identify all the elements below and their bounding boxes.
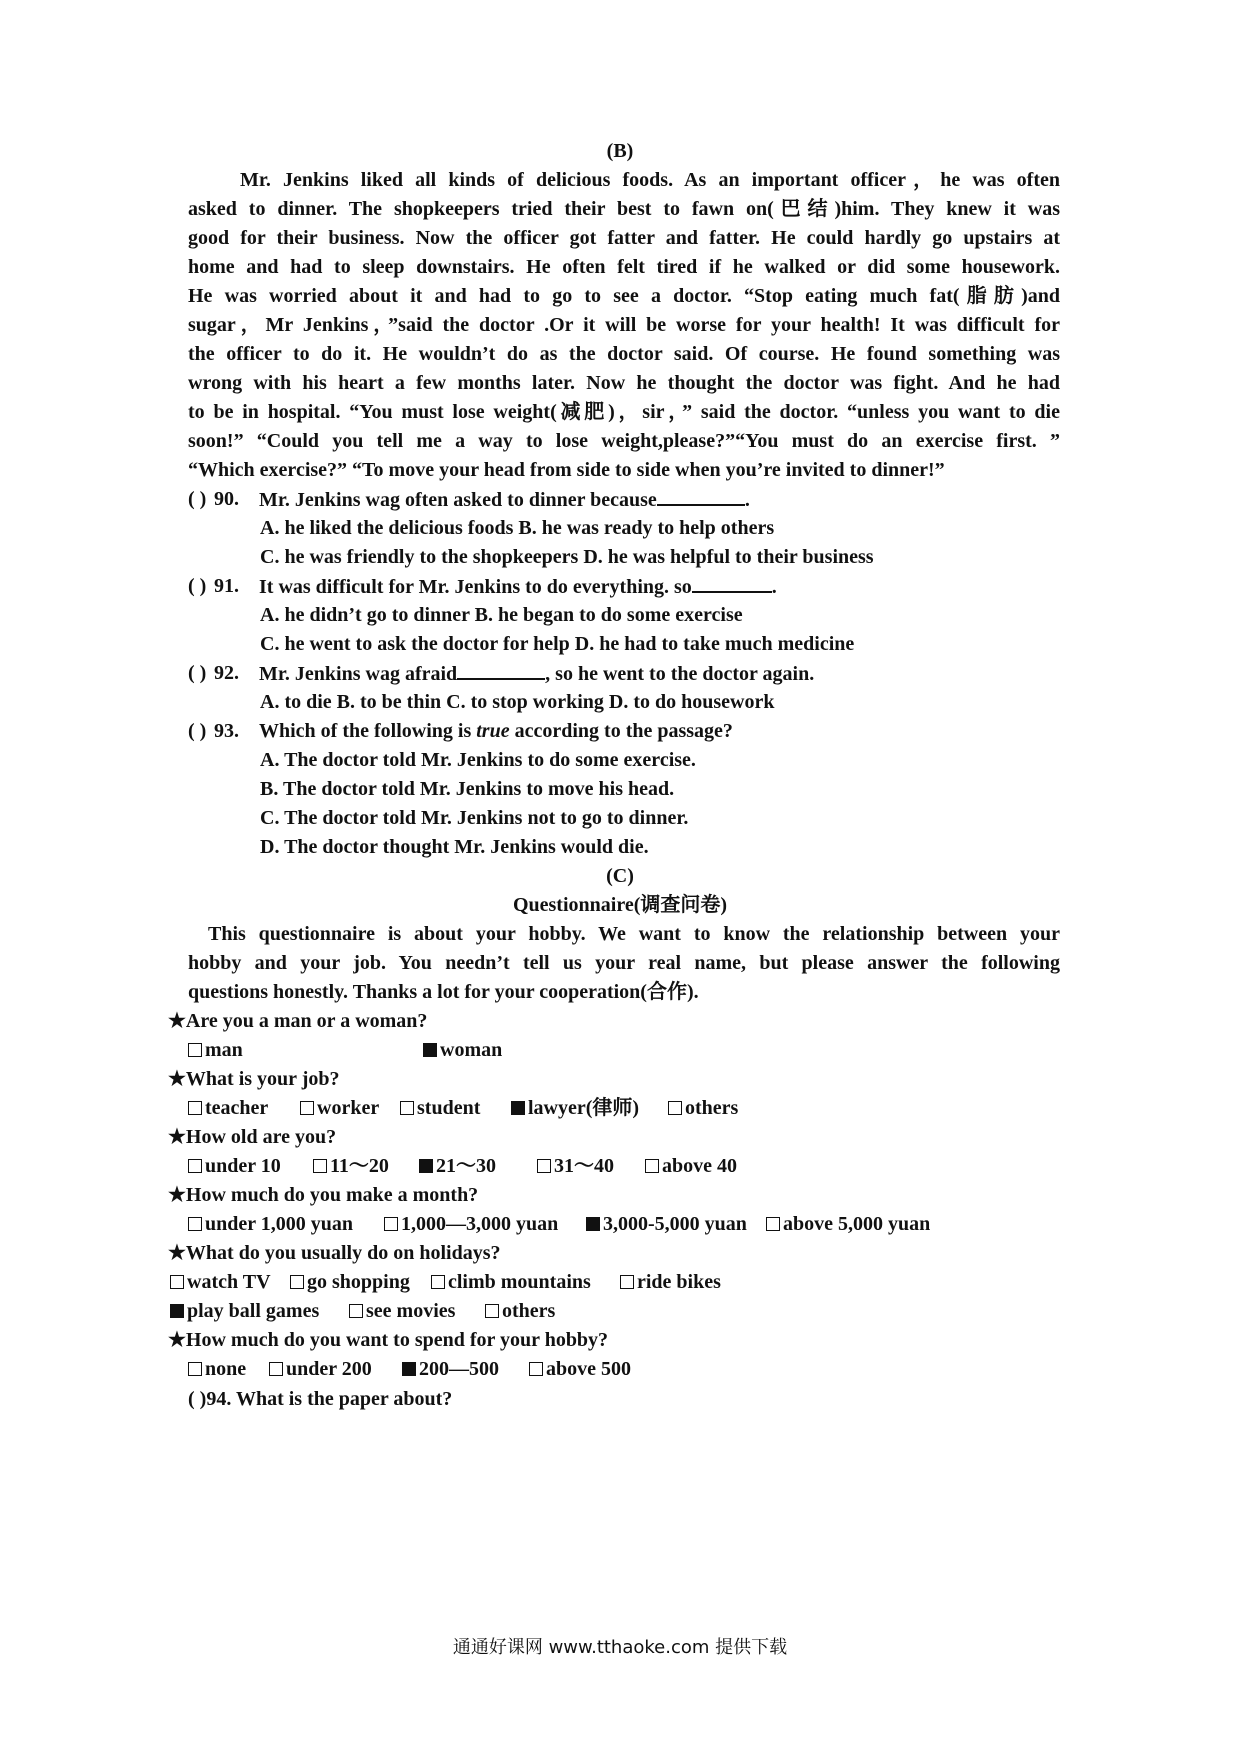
answer-paren[interactable]: ( ) [188, 575, 207, 597]
intro-line: hobby and your job. You needn’t tell us your real name, but please answer the following [188, 952, 1060, 974]
survey-question: ★How old are you? [168, 1126, 337, 1148]
option-label: 21～30 [436, 1155, 496, 1177]
checkbox-option[interactable] [384, 1211, 558, 1237]
answer-blank[interactable] [457, 660, 545, 680]
empty-box-icon[interactable] [384, 1217, 398, 1231]
checkbox-option[interactable] [537, 1153, 614, 1179]
option-label: above 40 [662, 1155, 737, 1177]
checkbox-option[interactable] [620, 1269, 721, 1295]
option-label: lawyer(律师) [528, 1097, 640, 1119]
empty-box-icon[interactable] [188, 1043, 202, 1057]
checkbox-option[interactable] [766, 1211, 930, 1237]
checkbox-option[interactable] [300, 1095, 379, 1121]
empty-box-icon[interactable] [485, 1304, 499, 1318]
empty-box-icon[interactable] [529, 1362, 543, 1376]
empty-box-icon[interactable] [188, 1101, 202, 1115]
checkbox-option[interactable] [668, 1095, 738, 1121]
question-number: 91. [214, 575, 239, 597]
answer-paren[interactable]: ( ) [188, 662, 207, 684]
option-line: B. The doctor told Mr. Jenkins to move his head. [260, 778, 675, 800]
checked-box-icon[interactable] [170, 1304, 184, 1318]
section-c-label: (C) [606, 865, 634, 887]
empty-box-icon[interactable] [349, 1304, 363, 1318]
footer-text: 通通好课网 www.tthaoke.com 提供下载 [452, 1637, 788, 1658]
survey-question: ★What is your job? [168, 1068, 340, 1090]
empty-box-icon[interactable] [188, 1362, 202, 1376]
empty-box-icon[interactable] [400, 1101, 414, 1115]
checkbox-option[interactable] [188, 1037, 243, 1063]
option-label: play ball games [187, 1300, 320, 1322]
option-label: climb mountains [448, 1271, 591, 1293]
empty-box-icon[interactable] [537, 1159, 551, 1173]
passage-line: soon!” “Could you tell me a way to lose weight,please?”“You must do an exercise first. ” [188, 430, 1060, 452]
question-stem: Mr. Jenkins wag often asked to dinner because . [259, 486, 750, 513]
checked-box-icon[interactable] [586, 1217, 600, 1231]
option-line: A. The doctor told Mr. Jenkins to do some exercise. [260, 749, 696, 771]
checked-box-icon[interactable] [423, 1043, 437, 1057]
question-stem: Which of the following is true according to the passage? [259, 720, 733, 742]
empty-box-icon[interactable] [668, 1101, 682, 1115]
empty-box-icon[interactable] [620, 1275, 634, 1289]
option-line: A. to die B. to be thin C. to stop working D. to do housework [260, 691, 775, 713]
passage-line: sugar，Mr Jenkins，”said the doctor .Or it will be worse for your health! It was difficult for [188, 314, 1060, 336]
passage-line: asked to dinner. The shopkeepers tried their best to fawn on(巴结)him. They knew it was [188, 198, 1060, 220]
passage-line: home and had to sleep downstairs. He often felt tired if he walked or did some housework. [188, 256, 1060, 278]
checkbox-option[interactable] [170, 1269, 271, 1295]
option-label: none [205, 1358, 247, 1380]
option-label: student [417, 1097, 481, 1119]
checked-box-icon[interactable] [402, 1362, 416, 1376]
checkbox-option[interactable] [400, 1095, 480, 1121]
empty-box-icon[interactable] [313, 1159, 327, 1173]
option-label: see movies [366, 1300, 456, 1322]
passage-line: to be in hospital. “You must lose weight(减肥)，sir，” said the doctor. “unless you want to die [188, 401, 1060, 423]
option-label: ride bikes [637, 1271, 721, 1293]
passage-line: Mr. Jenkins liked all kinds of delicious foods. As an important officer，he was often [240, 169, 1060, 191]
answer-blank[interactable] [692, 573, 772, 593]
question-stem: It was difficult for Mr. Jenkins to do everything. so . [259, 573, 777, 600]
option-line: A. he didn’t go to dinner B. he began to do some exercise [260, 604, 743, 626]
survey-question: ★How much do you want to spend for your hobby? [168, 1329, 609, 1351]
question-number: 93. [214, 720, 239, 742]
option-label: others [685, 1097, 739, 1119]
checkbox-option[interactable] [170, 1298, 319, 1324]
survey-question: ★How much do you make a month? [168, 1184, 479, 1206]
option-line: C. The doctor told Mr. Jenkins not to go to dinner. [260, 807, 689, 829]
option-label: woman [440, 1039, 503, 1061]
empty-box-icon[interactable] [431, 1275, 445, 1289]
option-label: 3,000-5,000 yuan [603, 1213, 747, 1235]
passage-line: good for their business. Now the officer got fatter and fatter. He could hardly go upstairs at [188, 227, 1060, 249]
option-line: D. The doctor thought Mr. Jenkins would die. [260, 836, 649, 858]
checked-box-icon[interactable] [511, 1101, 525, 1115]
checkbox-option[interactable] [402, 1356, 499, 1382]
passage-line: He was worried about it and had to go to see a doctor. “Stop eating much fat(脂肪)and [188, 285, 1060, 307]
option-label: watch TV [187, 1271, 271, 1293]
option-label: under 1,000 yuan [205, 1213, 354, 1235]
empty-box-icon[interactable] [645, 1159, 659, 1173]
intro-line: questions honestly. Thanks a lot for your cooperation(合作). [188, 981, 699, 1003]
checkbox-option[interactable] [269, 1356, 372, 1382]
empty-box-icon[interactable] [290, 1275, 304, 1289]
empty-box-icon[interactable] [170, 1275, 184, 1289]
intro-line: This questionnaire is about your hobby. We want to know the relationship between your [208, 923, 1060, 945]
checkbox-option[interactable] [188, 1153, 281, 1179]
checkbox-option[interactable] [188, 1211, 353, 1237]
checkbox-option[interactable] [290, 1269, 410, 1295]
section-b-label: (B) [606, 140, 634, 162]
option-line: C. he went to ask the doctor for help D. he had to take much medicine [260, 633, 855, 655]
option-label: under 10 [205, 1155, 281, 1177]
checkbox-option[interactable] [349, 1298, 455, 1324]
answer-blank[interactable] [657, 486, 745, 506]
empty-box-icon[interactable] [269, 1362, 283, 1376]
empty-box-icon[interactable] [766, 1217, 780, 1231]
question-number: 92. [214, 662, 239, 684]
option-label: teacher [205, 1097, 269, 1119]
answer-paren[interactable]: ( ) [188, 1388, 207, 1410]
checked-box-icon[interactable] [419, 1159, 433, 1173]
option-label: above 5,000 yuan [783, 1213, 931, 1235]
option-label: 200—500 [419, 1358, 499, 1380]
checkbox-option[interactable] [511, 1095, 639, 1121]
empty-box-icon[interactable] [300, 1101, 314, 1115]
option-line: A. he liked the delicious foods B. he was ready to help others [260, 517, 775, 539]
option-line: C. he was friendly to the shopkeepers D. he was helpful to their business [260, 546, 874, 568]
answer-paren[interactable]: ( ) [188, 488, 207, 510]
passage-line: the officer to do it. He wouldn’t do as the doctor said. Of course. He found something was [188, 343, 1060, 365]
checkbox-option[interactable] [645, 1153, 737, 1179]
checkbox-option[interactable] [529, 1356, 631, 1382]
questionnaire-title: Questionnaire(调查问卷) [512, 894, 728, 916]
checkbox-option[interactable] [586, 1211, 747, 1237]
question-stem: 94. What is the paper about? [206, 1388, 453, 1410]
option-label: others [502, 1300, 556, 1322]
checkbox-option[interactable] [431, 1269, 591, 1295]
survey-question: ★What do you usually do on holidays? [168, 1242, 501, 1264]
question-number: 90. [214, 488, 239, 510]
checkbox-option[interactable] [313, 1153, 389, 1179]
checkbox-option[interactable] [188, 1095, 268, 1121]
answer-paren[interactable]: ( ) [188, 720, 207, 742]
option-label: 31～40 [554, 1155, 614, 1177]
option-label: man [205, 1039, 243, 1061]
option-label: go shopping [307, 1271, 410, 1293]
empty-box-icon[interactable] [188, 1159, 202, 1173]
option-label: above 500 [546, 1358, 631, 1380]
option-label: worker [317, 1097, 380, 1119]
checkbox-option[interactable] [188, 1356, 246, 1382]
checkbox-option[interactable] [423, 1037, 502, 1063]
question-94 [188, 1386, 452, 1412]
passage-line: wrong with his heart a few months later. Now he thought the doctor was fight. And he had [188, 372, 1060, 394]
option-label: under 200 [286, 1358, 372, 1380]
empty-box-icon[interactable] [188, 1217, 202, 1231]
checkbox-option[interactable] [419, 1153, 496, 1179]
option-label: 1,000—3,000 yuan [401, 1213, 559, 1235]
survey-question: ★Are you a man or a woman? [168, 1010, 428, 1032]
checkbox-option[interactable] [485, 1298, 555, 1324]
option-label: 11～20 [330, 1155, 389, 1177]
question-stem: Mr. Jenkins wag afraid , so he went to the doctor again. [259, 660, 814, 687]
passage-line: “Which exercise?” “To move your head from side to side when you’re invited to dinner!” [188, 459, 945, 481]
